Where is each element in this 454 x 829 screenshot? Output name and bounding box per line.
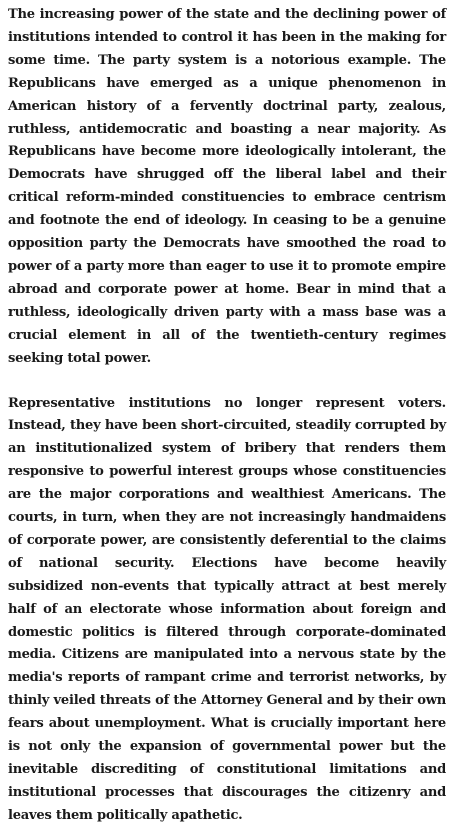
paragraph-representative-institutions: Representative institutions no longer represent voters. Instead, they have been short-circuited, steadily corrupted by an institutionalized system of bribery that renders them responsive to powerful interest groups whose constituencies are the major corporations and wealthiest Americans. The courts, in turn, when they are not increasingly handmaidens of corporate power, are consistently deferential to the claims of national security. Elections have become heavily subsidized non-events that typically attract at best merely half of an electorate whose information about foreign and domestic politics is filtered through corporate-dominated media. Citizens are manipulated into a nervous state by the media's reports of rampant crime and terrorist networks, by thinly veiled threats of the Attorney General and by their own fears about unemployment. What is crucially important here is not only the expansion of governmental power but the inevitable discrediting of constitutional limitations and institutional processes that discourages the citizenry and leaves them politically apathetic. <box>8 395 446 823</box>
paragraph-party-system: The increasing power of the state and the declining power of institutions intended to control it has been in the making for some time. The party system is a notorious example. The Republicans have emerged as a unique phenomenon in American history of a fervently doctrinal party, zealous, ruthless, antidemocratic and boasting a near majority. As Republicans have become more ideologically intolerant, the Democrats have shrugged off the liberal label and their critical reform-minded constituencies to embrace centrism and footnote the end of ideology. In ceasing to be a genuine opposition party the Democrats have smoothed the road to power of a party more than eager to use it to promote empire abroad and corporate power at home. Bear in mind that a ruthless, ideologically driven party with a mass base was a crucial element in all of the twentieth-century regimes seeking total power. <box>8 7 446 366</box>
